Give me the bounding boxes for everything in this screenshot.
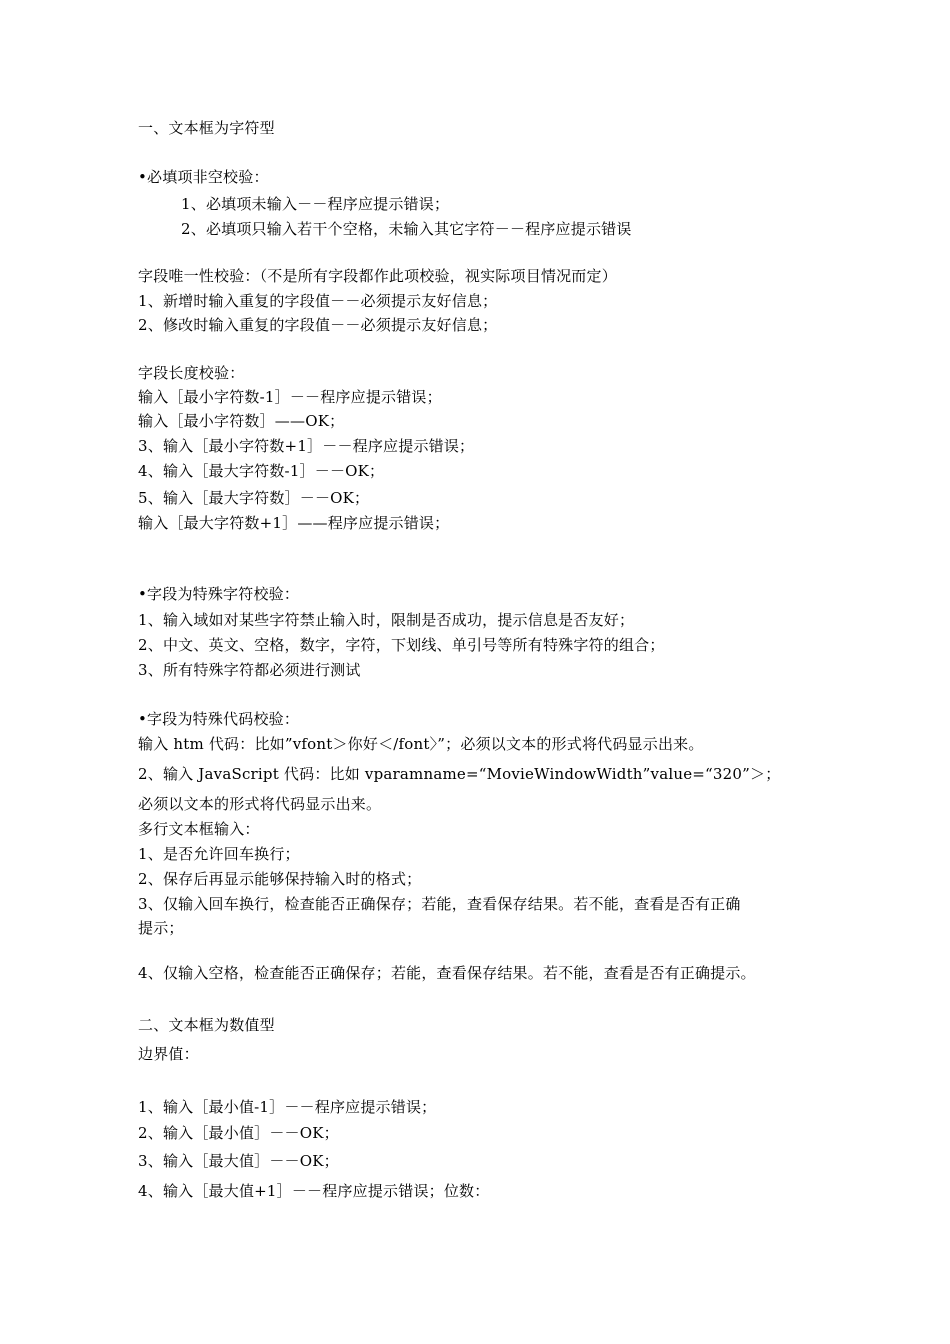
text-line: 3、仅输入回车换行，检查能否正确保存；若能，查看保存结果。若不能，查看是否有正确 xyxy=(138,895,741,913)
text-line: 2、输入 JavaScript 代码：比如 vparamname=“MovieWindowWidth”value=“320”＞； xyxy=(138,765,781,783)
text-line: 4、输入［最大字符数-1］－－OK； xyxy=(138,462,385,480)
text-line: 必须以文本的形式将代码显示出来。 xyxy=(138,795,382,813)
text-line: 2、输入［最小值］－－OK； xyxy=(138,1124,339,1142)
text-line: 输入［最小字符数］——OK； xyxy=(138,412,345,430)
subheading-uniqueness: 字段唯一性校验：（不是所有字段都作此项校验，视实际项目情况而定） xyxy=(138,267,617,285)
subheading-boundary: 边界值： xyxy=(138,1045,199,1063)
text-line: 提示； xyxy=(138,919,184,937)
text-line: 3、输入［最大值］－－OK； xyxy=(138,1152,339,1170)
text-line: 4、仅输入空格，检查能否正确保存；若能，查看保存结果。若不能，查看是否有正确提示。 xyxy=(138,964,756,982)
text-line: 3、输入［最小字符数+1］－－程序应提示错误； xyxy=(138,437,475,455)
text-line: 5、输入［最大字符数］－－OK； xyxy=(138,489,370,507)
text-line: 3、所有特殊字符都必须进行测试 xyxy=(138,661,361,679)
text-line: 2、必填项只输入若干个空格，未输入其它字符－－程序应提示错误 xyxy=(181,220,632,238)
text-line: 1、是否允许回车换行； xyxy=(138,845,300,863)
text-line: 1、必填项未输入－－程序应提示错误； xyxy=(181,195,450,213)
bullet-heading-required: •必填项非空校验： xyxy=(138,168,269,186)
text-line: 输入［最大字符数+1］——程序应提示错误； xyxy=(138,514,450,532)
bullet-heading-special-code: •字段为特殊代码校验： xyxy=(138,710,300,728)
section-heading-char: 一、文本框为字符型 xyxy=(138,119,275,137)
text-line: 2、保存后再显示能够保持输入时的格式； xyxy=(138,870,422,888)
bullet-heading-special-chars: •字段为特殊字符校验： xyxy=(138,585,300,603)
text-line: 2、中文、英文、空格，数字，字符，下划线、单引号等所有特殊字符的组合； xyxy=(138,636,665,654)
text-line: 1、输入域如对某些字符禁止输入时，限制是否成功，提示信息是否友好； xyxy=(138,611,635,629)
text-line: 4、输入［最大值+1］－－程序应提示错误；位数： xyxy=(138,1182,490,1200)
text-line: 输入 htm 代码：比如”vfont＞你好＜/font〉”；必须以文本的形式将代码显示出来。 xyxy=(138,735,704,753)
text-line: 输入［最小字符数-1］－－程序应提示错误； xyxy=(138,388,442,406)
text-line: 1、新增时输入重复的字段值－－必须提示友好信息； xyxy=(138,292,498,310)
text-line: 1、输入［最小值-1］－－程序应提示错误； xyxy=(138,1098,437,1116)
subheading-multiline: 多行文本框输入： xyxy=(138,820,260,838)
section-heading-numeric: 二、文本框为数值型 xyxy=(138,1016,275,1034)
subheading-length: 字段长度校验： xyxy=(138,364,245,382)
text-line: 2、修改时输入重复的字段值－－必须提示友好信息； xyxy=(138,316,498,334)
